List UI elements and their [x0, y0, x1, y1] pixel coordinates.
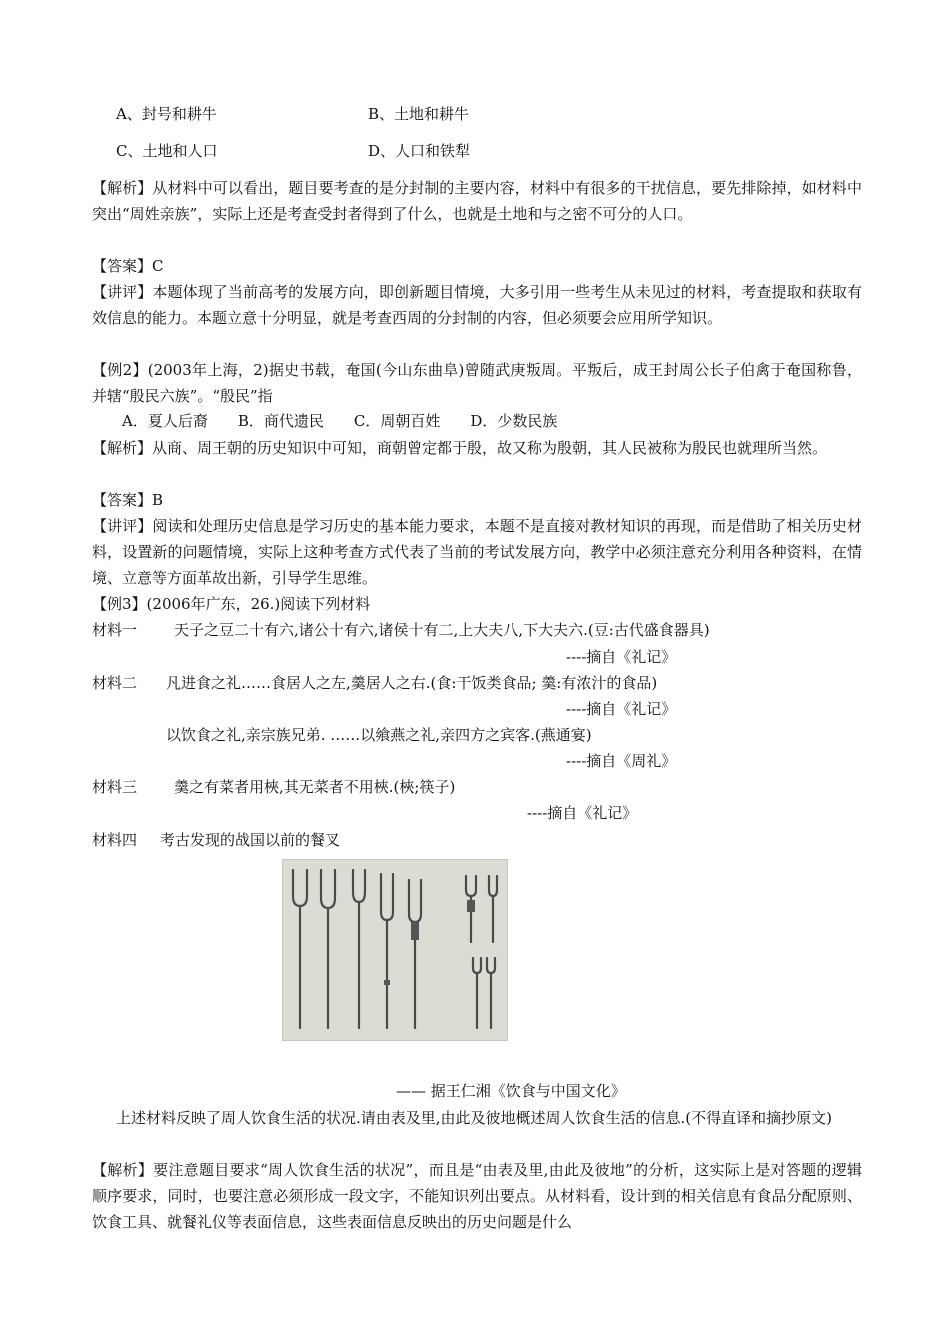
- q2-analysis: 【解析】从商、周王朝的历史知识中可知，商朝曾定都于殷，故又称为殷朝，其人民被称为殷民也就理所当然。: [92, 439, 828, 457]
- material-4-label: 材料四: [92, 831, 138, 849]
- q2-comment: 【讲评】阅读和处理历史信息是学习历史的基本能力要求，本题不是直接对教材知识的再现，而是借助了相关历史材料，设置新的问题情境，实际上这种考查方式代表了当前的考试发展方向，教学中必须注意充分利用各种资料，在情境、立意等方面革故出新，引导学生思维。: [92, 517, 862, 587]
- option-a: A、封号和耕牛: [116, 105, 217, 123]
- figure-credit: —— 据王仁湘《饮食与中国文化》: [396, 1082, 626, 1100]
- q3-question: 上述材料反映了周人饮食生活的状况.请由表及里,由此及彼地概述周人饮食生活的信息.(不得直译和摘抄原文): [116, 1109, 833, 1127]
- q2-stem: 【例2】(2003年上海，2)据史书载，奄国(今山东曲阜)曾随武庚叛周。平叛后，成王封周公长子伯禽于奄国称鲁，并辖“殷民六族”。“殷民”指: [92, 361, 862, 405]
- q1-answer: 【答案】C: [92, 257, 164, 275]
- material-2-label: 材料二: [92, 674, 138, 692]
- option-b: B、土地和耕牛: [368, 105, 470, 123]
- material-2-text: 凡进食之礼……食居人之左,羹居人之右.(食:干饭类食品; 羹:有浓汁的食品): [166, 674, 658, 692]
- material-3-label: 材料三: [92, 778, 138, 796]
- material-1-label: 材料一: [92, 621, 138, 639]
- q2-answer: 【答案】B: [92, 491, 164, 509]
- q1-analysis: 【解析】从材料中可以看出，题目要考查的是分封制的主要内容，材料中有很多的干扰信息，要先排除掉，如材料中突出“周姓亲族”，实际上还是考查受封者得到了什么，也就是土地和与之密不可分的人口。: [92, 179, 862, 223]
- material-2-source: ----摘自《礼记》: [566, 700, 677, 718]
- option-c: C、土地和人口: [116, 142, 218, 160]
- material-3-source: ----摘自《礼记》: [527, 804, 638, 822]
- q1-comment: 【讲评】本题体现了当前高考的发展方向，即创新题目情境，大多引用一些考生从未见过的材料，考查提取和获取有效信息的能力。本题立意十分明显，就是考查西周的分封制的内容，但必须要会应用所学知识。: [92, 283, 862, 327]
- forks-drawing: [283, 860, 507, 1040]
- material-1-text: 天子之豆二十有六,诸公十有六,诸侯十有二,上大夫八,下大夫六.(豆:古代盛食器具): [174, 621, 710, 639]
- material-2-text-2: 以饮食之礼,亲宗族兄弟. ……以飨燕之礼,亲四方之宾客.(燕通宴): [166, 726, 592, 744]
- ancient-forks-image: [282, 859, 508, 1041]
- q2-options: A．夏人后裔 B．商代遗民 C．周朝百姓 D．少数民族: [122, 412, 558, 430]
- q3-stem: 【例3】(2006年广东，26.)阅读下列材料: [92, 595, 371, 613]
- material-2-source-2: ----摘自《周礼》: [566, 752, 677, 770]
- material-4-text: 考古发现的战国以前的餐叉: [160, 831, 341, 849]
- option-d: D、人口和铁犁: [368, 142, 471, 160]
- q3-analysis: 【解析】要注意题目要求“周人饮食生活的状况”，而且是“由表及里,由此及彼地”的分析，这实际上是对答题的逻辑顺序要求，同时，也要注意必须形成一段文字，不能知识列出要点。从材料看，设计到的相关信息有食品分配原则、饮食工具、就餐礼仪等表面信息，这些表面信息反映出的历史问题是什么: [92, 1161, 862, 1231]
- material-3-text: 羹之有菜者用梜,其无菜者不用梜.(梜;筷子): [174, 778, 456, 796]
- material-1-source: ----摘自《礼记》: [566, 648, 677, 666]
